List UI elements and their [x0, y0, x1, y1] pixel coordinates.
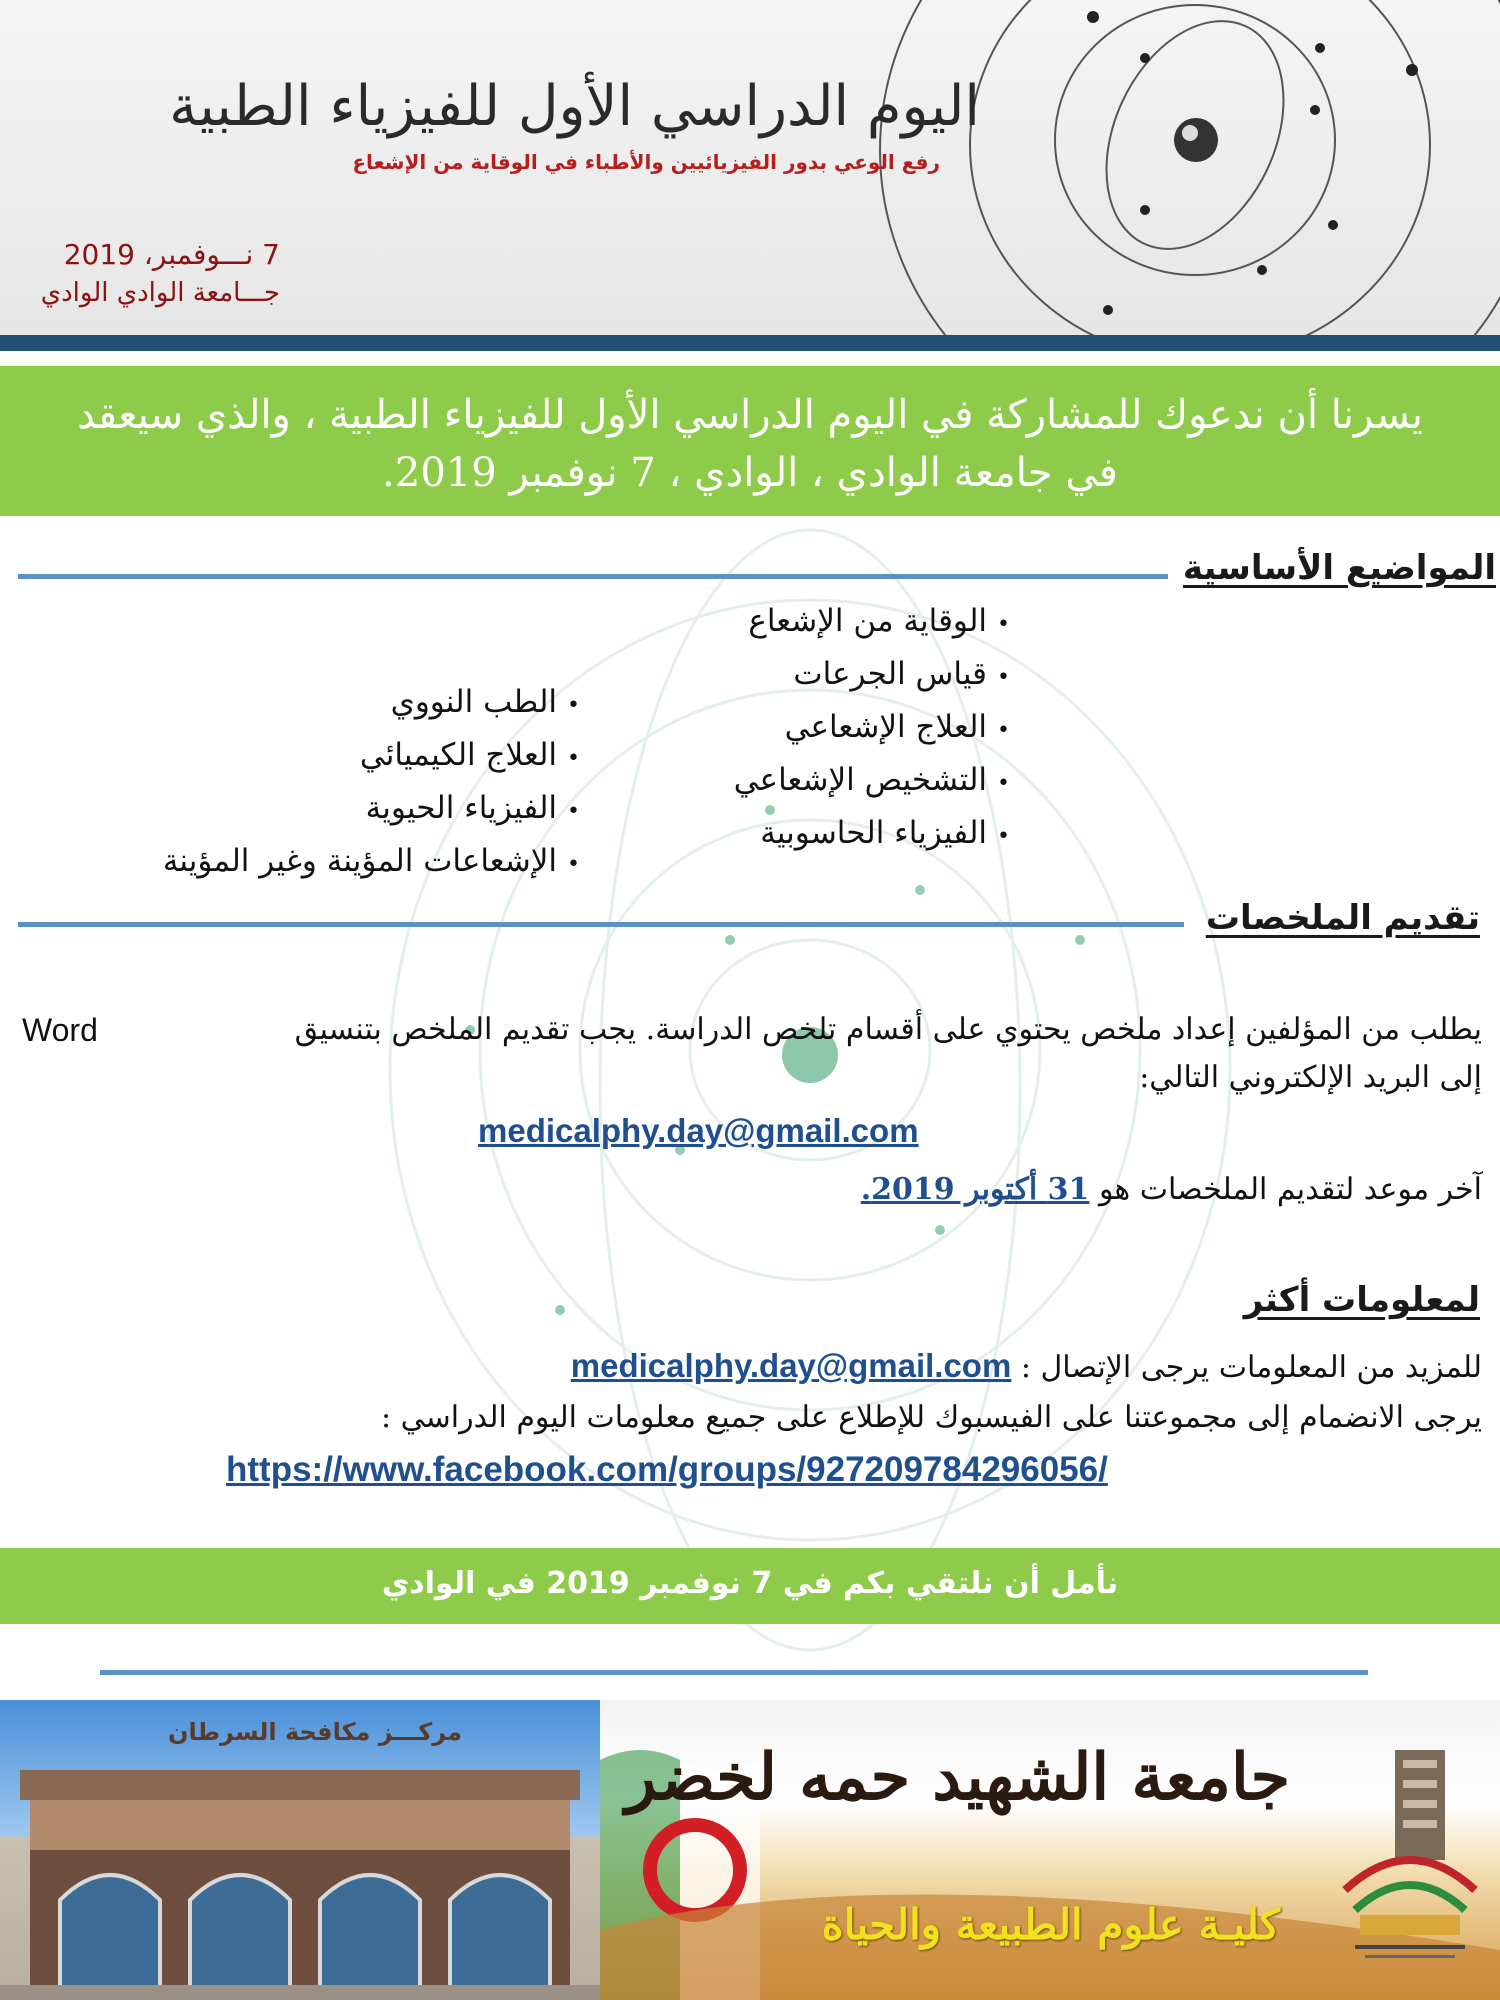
list-item: •الطب النووي [390, 684, 580, 720]
list-item: •الفيزياء الحاسوبية [760, 815, 1010, 851]
list-item: •الوقاية من الإشعاع [748, 603, 1010, 639]
faculty-name: كليـة علوم الطبيعة والحياة [821, 1900, 1280, 1949]
building-sign: مركـــز مكافحة السرطان [167, 1718, 463, 1746]
bullet-icon: • [997, 824, 1010, 849]
deadline-line: آخر موعد لتقديم الملخصات هو 31 أكتوبر 2019. [860, 1172, 1482, 1207]
list-item: •الفيزياء الحيوية [365, 790, 580, 826]
topics-heading: المواضيع الأساسية [1182, 548, 1496, 588]
topics-left-column [20, 676, 580, 888]
bullet-icon: • [567, 852, 580, 877]
university-name: جامعة الشهيد حمه لخضر [625, 1740, 1290, 1815]
facebook-group-link[interactable]: https://www.facebook.com/groups/927209784296056/ [226, 1450, 1108, 1489]
bullet-icon: • [997, 718, 1010, 743]
footer-banner [0, 1700, 1500, 2000]
bullet-icon: • [997, 612, 1010, 637]
facebook-line: يرجى الانضمام إلى مجموعتنا على الفيسبوك للإطلاع على جميع معلومات اليوم الدراسي : [380, 1400, 1482, 1435]
abstracts-line-1: يطلب من المؤلفين إعداد ملخص يحتوي على أقسام تلخص الدراسة. يجب تقديم الملخص بتنسيق [294, 1012, 1482, 1047]
bullet-icon: • [567, 799, 580, 824]
bullet-icon: • [997, 771, 1010, 796]
bullet-icon: • [567, 693, 580, 718]
deadline-date: 31 أكتوبر 2019. [860, 1172, 1090, 1207]
contact-line: للمزيد من المعلومات يرجى الإتصال : medicalphy.day@gmail.com [570, 1347, 1482, 1385]
topics-divider [18, 574, 1168, 579]
university-logo-icon [1335, 1740, 1485, 1980]
abstracts-divider [18, 922, 1184, 927]
contact-email-link[interactable]: medicalphy.day@gmail.com [570, 1347, 1012, 1384]
list-item: •الإشعاعات المؤينة وغير المؤينة [162, 843, 580, 879]
list-item: •التشخيص الإشعاعي [733, 762, 1010, 798]
bullet-icon: • [997, 665, 1010, 690]
event-university: جـــامعة الوادي الوادي [40, 278, 280, 308]
bullet-icon: • [567, 746, 580, 771]
header-divider-bar [0, 335, 1500, 351]
closing-banner [0, 1548, 1500, 1624]
abstracts-heading: تقديم الملخصات [1205, 898, 1480, 938]
footer-divider [100, 1670, 1368, 1675]
event-title: اليوم الدراسي الأول للفيزياء الطبية [169, 74, 980, 139]
closing-text: نأمل أن نلتقي بكم في 7 نوفمبر 2019 في الوادي [381, 1566, 1119, 1601]
facebook-link-wrap [226, 1450, 1266, 1490]
invitation-banner [0, 366, 1500, 516]
list-item: •قياس الجرعات [793, 656, 1010, 692]
header-banner [0, 0, 1500, 335]
more-info-heading: لمعلومات أكثر [1243, 1280, 1480, 1320]
word-format-label: Word [22, 1012, 98, 1048]
cancer-center-building-image [0, 1700, 600, 2000]
abstracts-line-2: إلى البريد الإلكتروني التالي: [1139, 1060, 1482, 1095]
event-subtitle: رفع الوعي بدور الفيزيائيين والأطباء في الوقاية من الإشعاع [352, 150, 940, 174]
list-item: •العلاج الإشعاعي [784, 709, 1010, 745]
list-item: •العلاج الكيميائي [359, 737, 580, 773]
abstracts-email-link[interactable]: medicalphy.day@gmail.com [478, 1112, 919, 1149]
invitation-text: يسرنا أن ندعوك للمشاركة في اليوم الدراسي الأول للفيزياء الطبية ، والذي سيعقد في جامعة الوادي ، الوادي ، 7 نوفمبر 2019. [77, 392, 1423, 496]
event-date: 7 نـــوفمبر، 2019 [63, 238, 280, 271]
abstracts-email-link-wrap [478, 1112, 1038, 1150]
